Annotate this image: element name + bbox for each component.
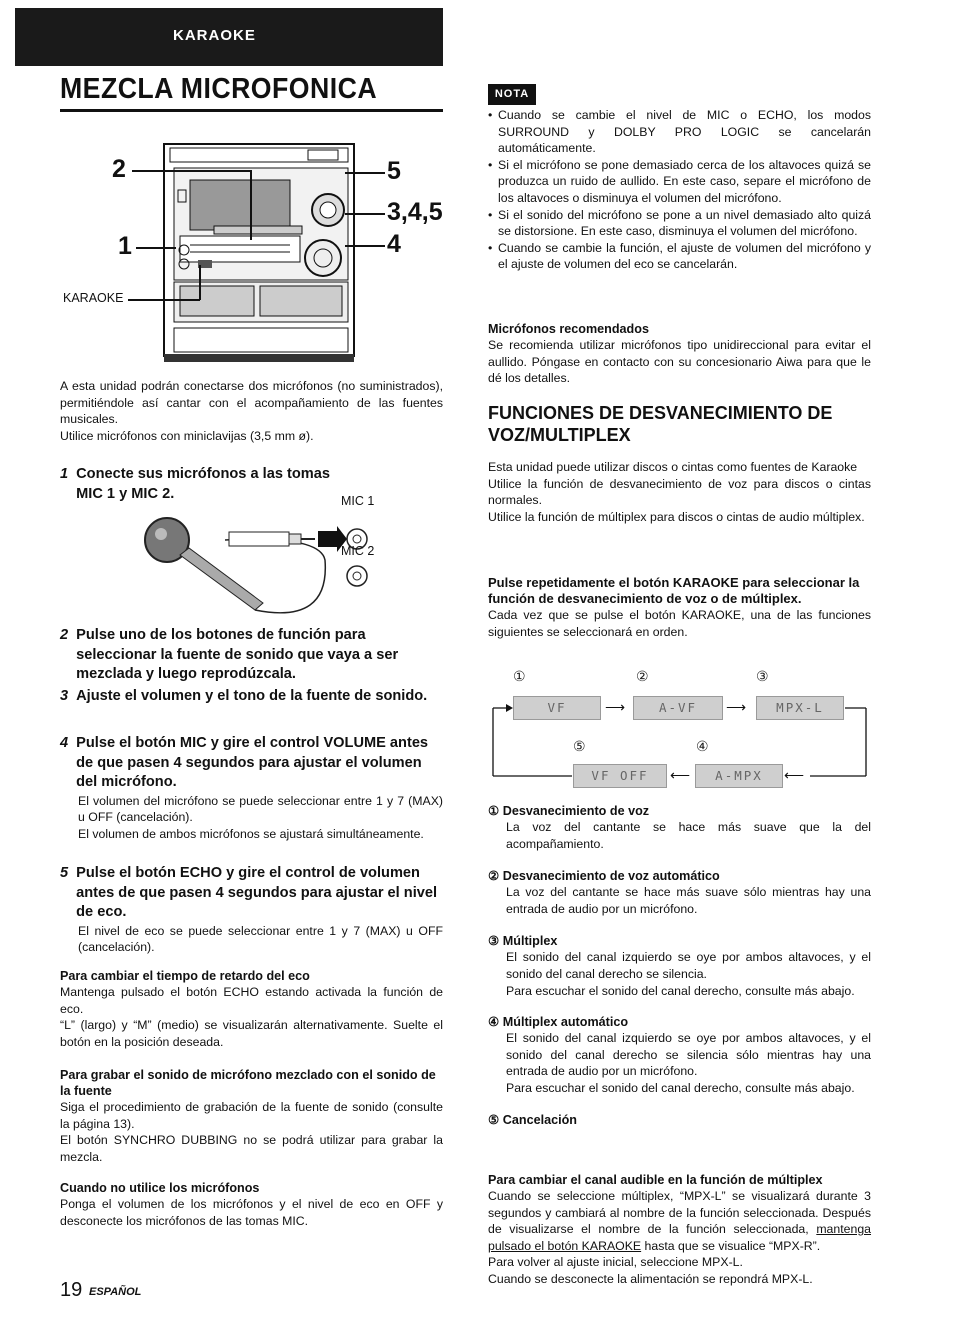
function-heading: ④ Múltiplex automático	[488, 1015, 629, 1030]
nota-item: • Cuando se cambie la función, el ajuste de volumen del micrófono y el ajuste de volumen del eco se cancelarán.	[488, 240, 871, 273]
display-vf: VF	[513, 696, 601, 720]
function-auto-voice-fade	[488, 868, 871, 917]
leader-line	[250, 170, 252, 240]
cycle-num-1: ①	[513, 668, 526, 684]
mic2-label: MIC 2	[341, 544, 375, 558]
callout-1: 1	[118, 232, 132, 260]
echo-delay-section	[60, 968, 443, 1050]
leader-line	[136, 247, 176, 249]
subsection-paragraph: Mantenga pulsado el botón ECHO estando activada la función de eco.	[60, 985, 443, 1016]
section-label: KARAOKE	[173, 27, 256, 44]
step-number: 2	[60, 627, 69, 643]
function-paragraph: La voz del cantante se hace más suave sólo mientras hay una entrada de audio por un micrófono.	[506, 885, 871, 916]
step-number: 3	[60, 688, 69, 704]
arrow-right-icon: ⟶	[605, 699, 626, 715]
function-multiplex	[488, 933, 871, 999]
leader-line	[132, 170, 250, 172]
subsection-paragraph: Ponga el volumen de los micrófonos y el nivel de eco en OFF y desconecte los micrófonos de las tomas MIC.	[60, 1197, 443, 1228]
callout-4: 4	[387, 230, 401, 258]
page-language: ESPAÑOL	[89, 1286, 142, 1298]
subsection-heading: Micrófonos recomendados	[488, 322, 649, 336]
page-number: 19	[60, 1279, 83, 1301]
mpx-channel-section	[488, 1172, 871, 1288]
recommended-mics-section	[488, 321, 871, 387]
subsection-heading: Cuando no utilice los micrófonos	[60, 1181, 260, 1195]
no-mic-section	[60, 1180, 443, 1229]
step-text: Conecte sus micrófonos a las tomas MIC 1 y MIC 2.	[76, 466, 330, 502]
callout-2: 2	[112, 155, 126, 183]
subsection-paragraph: Se recomienda utilizar micrófonos tipo unidireccional para evitar el aullido. Póngase en contacto con su concesionario Aiwa para que le dé los detalles.	[488, 338, 871, 386]
function-paragraph: El sonido del canal izquierdo se oye por ambos altavoces, y el sonido del canal derecho se silencia.	[506, 950, 871, 981]
subsection-heading: Para cambiar el canal audible en la función de múltiplex	[488, 1173, 823, 1187]
cycle-num-2: ②	[636, 668, 649, 684]
leader-line	[345, 213, 385, 215]
display-vf-off: VF OFF	[573, 764, 667, 788]
function-heading: ⑤ Cancelación	[488, 1112, 577, 1127]
mpx-paragraph: Cuando se seleccione múltiplex, “MPX-L” se visualizará durante 3 segundos y cambiará al nombre de la función seleccionada. Después de visualizarse el nombre de la función seleccionada,	[488, 1189, 871, 1237]
voice-paragraph: Utilice la función de múltiplex para discos o cintas de audio múltiplex.	[488, 509, 865, 524]
step-text: Pulse uno de los botones de función para seleccionar la fuente de sonido que vaya a ser mezclada y luego reprodúzcala.	[76, 627, 399, 682]
leader-line	[199, 265, 201, 300]
step-heading: Pulse repetidamente el botón KARAOKE para seleccionar la función de desvanecimiento de voz o de múltiplex.	[488, 575, 860, 606]
karaoke-cycle-diagram	[488, 668, 878, 788]
leader-line	[345, 172, 385, 174]
arrow-left-icon: ⟵	[670, 767, 691, 783]
step-text: Pulse el botón ECHO y gire el control de volumen antes de que pasen 4 segundos para ajustar el nivel de eco.	[76, 865, 438, 920]
arrow-right-icon: ⟶	[726, 699, 747, 715]
nota-badge: NOTA	[488, 84, 536, 105]
function-paragraph: Para escuchar el sonido del canal derecho, consulte más abajo.	[506, 1080, 855, 1095]
function-voice-fade	[488, 803, 871, 852]
cycle-num-3: ③	[756, 668, 769, 684]
nota-list	[488, 107, 871, 273]
step-text: Ajuste el volumen y el tono de la fuente de sonido.	[76, 688, 428, 704]
subsection-paragraph: Siga el procedimiento de grabación de la fuente de sonido (consulte la página 13).	[60, 1100, 443, 1131]
section-banner	[15, 8, 443, 66]
nota-item: • Cuando se cambie el nivel de MIC o ECHO, los modos SURROUND y DOLBY PRO LOGIC se cancelarán automáticamente.	[488, 107, 871, 157]
display-mpx-l: MPX-L	[756, 696, 844, 720]
intro-paragraph: Utilice micrófonos con miniclavijas (3,5 mm ø).	[60, 428, 314, 443]
stereo-unit-illustration	[160, 140, 360, 365]
step-number: 4	[60, 735, 69, 751]
step-2	[60, 626, 443, 685]
intro-paragraph: A esta unidad podrán conectarse dos micrófonos (no suministrados), permitiéndole así cantar con el acompañamiento de las fuentes musicales.	[60, 379, 443, 427]
nota-item: • Si el sonido del micrófono se pone a un nivel demasiado alto quizá se distorsione. En este caso, disminuya el volumen del micrófono.	[488, 207, 871, 240]
function-auto-multiplex	[488, 1014, 871, 1096]
function-heading: ③ Múltiplex	[488, 934, 558, 949]
function-cancel	[488, 1112, 871, 1128]
step-number: 1	[60, 466, 69, 482]
subsection-heading: Para grabar el sonido de micrófono mezclado con el sonido de la fuente	[60, 1068, 436, 1098]
display-a-vf: A-VF	[633, 696, 723, 720]
page-title: MEZCLA MICROFONICA	[60, 73, 378, 105]
subsection-heading: Para cambiar el tiempo de retardo del eco	[60, 969, 310, 983]
subsection-paragraph: El botón SYNCHRO DUBBING no se podrá utilizar para grabar la mezcla.	[60, 1133, 443, 1164]
leader-line	[128, 299, 200, 301]
cycle-num-4: ④	[696, 738, 709, 754]
display-a-mpx: A-MPX	[695, 764, 783, 788]
function-heading: ① Desvanecimiento de voz	[488, 804, 650, 818]
step-3	[60, 687, 443, 707]
function-heading: ② Desvanecimiento de voz automático	[488, 869, 720, 884]
subsection-paragraph: “L” (largo) y “M” (medio) se visualizarán alternativamente. Suelte el botón en la posición deseada.	[60, 1018, 443, 1049]
cycle-loop-lines	[488, 668, 878, 793]
nota-item: • Si el micrófono se pone demasiado cerca de los altavoces quizá se produzca un ruido de aullido. En este caso, separe el micrófono de los altavoces o disminuya el volumen del micrófono.	[488, 157, 871, 207]
step-number: 5	[60, 865, 69, 881]
step-paragraph: Cada vez que se pulse el botón KARAOKE, una de las funciones siguientes se seleccionará en orden.	[488, 608, 871, 639]
step-1	[60, 465, 443, 504]
mpx-paragraph: Para volver al ajuste inicial, seleccione MPX-L.	[488, 1255, 743, 1270]
callout-5: 5	[387, 157, 401, 185]
step-4	[60, 734, 443, 842]
mpx-paragraph-end: hasta que se visualice “MPX-R”.	[641, 1238, 821, 1253]
title-rule	[60, 109, 443, 112]
mpx-paragraph: Cuando se desconecte la alimentación se repondrá MPX-L.	[488, 1271, 813, 1286]
function-list	[488, 803, 871, 1128]
step-note: El volumen del micrófono se puede seleccionar entre 1 y 7 (MAX) u OFF (cancelación).	[78, 793, 443, 825]
function-paragraph: El sonido del canal izquierdo se oye por ambos altavoces, y el sonido del canal derecho se silencia sólo mientras hay una entrada de audio por un micrófono.	[506, 1031, 871, 1079]
record-mix-section	[60, 1067, 443, 1165]
mic1-label: MIC 1	[341, 494, 375, 508]
callout-345: 3,4,5	[387, 198, 443, 226]
mpx-underlined: mantenga pulsado el botón KARAOKE	[488, 1222, 872, 1253]
function-paragraph: La voz del cantante se hace más suave que la del acompañamiento.	[506, 820, 871, 851]
karaoke-step	[488, 575, 871, 640]
arrow-left-icon: ⟵	[784, 767, 805, 783]
step-text: Pulse el botón MIC y gire el control VOLUME antes de que pasen 4 segundos para ajustar el volumen del micrófono.	[76, 735, 429, 790]
step-note: El volumen de ambos micrófonos se ajustará simultáneamente.	[78, 826, 424, 841]
leader-line	[345, 245, 385, 247]
microphone-illustration	[125, 500, 385, 620]
step-note: El nivel de eco se puede seleccionar entre 1 y 7 (MAX) u OFF (cancelación).	[78, 923, 443, 955]
voice-paragraph: Utilice la función de desvanecimiento de voz para discos o cintas normales.	[488, 476, 871, 508]
cycle-num-5: ⑤	[573, 738, 586, 754]
voice-paragraph: Esta unidad puede utilizar discos o cintas como fuentes de Karaoke	[488, 460, 858, 474]
voice-fade-title: FUNCIONES DE DESVANECIMIENTO DE VOZ/MULTIPLEX	[488, 403, 833, 445]
step-5	[60, 864, 443, 956]
karaoke-label: KARAOKE	[63, 291, 124, 305]
function-paragraph: Para escuchar el sonido del canal derecho, consulte más abajo.	[506, 983, 855, 998]
